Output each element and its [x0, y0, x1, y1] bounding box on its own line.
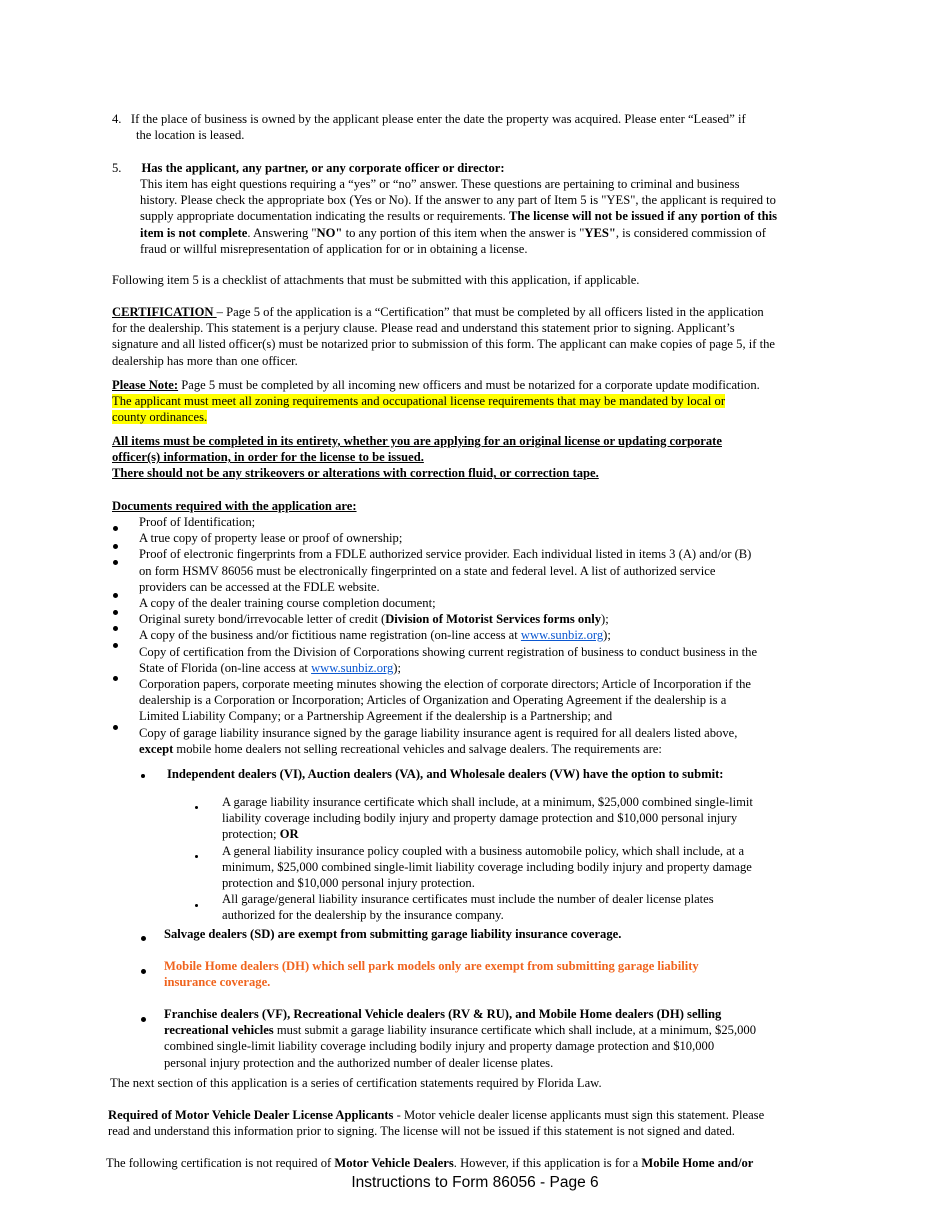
- bullet-icon: [141, 929, 146, 945]
- certification-paragraph: [112, 304, 775, 369]
- item-5-text: , is considered commission of: [615, 225, 766, 240]
- bullet-icon: [113, 669, 118, 685]
- please-note-label: Please Note:: [112, 378, 179, 392]
- following-bold: Mobile Home and/or: [641, 1156, 754, 1170]
- list-item-text: State of Florida (on-line access at: [139, 660, 312, 675]
- following-certification: [106, 1155, 753, 1171]
- list-item-bold: Division of Motorist Services forms only: [385, 612, 601, 627]
- list-item: A general liability insurance policy coupled with a business automobile policy, which shall include, at a: [222, 843, 745, 858]
- documents-heading: [112, 498, 357, 514]
- required-statement: [108, 1107, 764, 1139]
- list-item: Copy of garage liability insurance signed by the garage liability insurance agent is required for all dealers listed above,: [139, 725, 738, 740]
- item-5-line: This item has eight questions requiring a “yes” or “no” answer. These questions are pertaining to criminal and business: [140, 177, 740, 191]
- bullet-icon: [113, 603, 118, 619]
- item-5: [112, 160, 505, 176]
- item-5-number: 5.: [112, 161, 122, 175]
- list-item: protection and $10,000 personal injury protection.: [222, 876, 475, 891]
- certification-label: CERTIFICATION: [112, 305, 217, 319]
- all-items-line: officer(s) information, in order for the license to be issued.: [112, 450, 424, 465]
- list-item: Proof of Identification;: [139, 515, 256, 529]
- bullet-icon: [113, 636, 118, 652]
- certification-text: dealership has more than one officer.: [112, 353, 298, 368]
- bullet-icon: [141, 1010, 146, 1026]
- bullet-icon: [113, 619, 118, 635]
- item-5-text: to any portion of this item when the answer is ": [342, 225, 585, 240]
- all-items-line: All items must be completed in its entirety, whether you are applying for an original license or updating corporate: [112, 434, 722, 448]
- list-item-text: protection;: [222, 827, 280, 842]
- list-item: Proof of electronic fingerprints from a FDLE authorized service provider. Each individual listed in items 3 (A) and/or (B): [139, 547, 752, 562]
- following-bold: Motor Vehicle Dealers: [334, 1156, 454, 1170]
- bullet-icon: [113, 537, 118, 553]
- item-5-yes: YES": [584, 225, 616, 240]
- list-item-text: );: [393, 660, 401, 675]
- list-item: A garage liability insurance certificate which shall include, at a minimum, $25,000 combined single-limit: [222, 795, 753, 809]
- required-text: read and understand this information prior to signing. The license will not be issued if this statement is not signed and dated.: [108, 1124, 735, 1139]
- documents-list: [139, 514, 757, 757]
- sunbiz-link[interactable]: www.sunbiz.org: [311, 660, 394, 675]
- please-note: [112, 377, 760, 426]
- item-5-body: [140, 176, 777, 257]
- bullet-icon: [113, 586, 118, 602]
- next-section-text: The next section of this application is a series of certification statements required by Florida Law.: [110, 1076, 602, 1090]
- bullet-icon: [113, 519, 118, 535]
- list-item-text: Original surety bond/irrevocable letter of credit (: [139, 612, 386, 627]
- bullet-icon: [113, 553, 118, 569]
- checklist-note: Following item 5 is a checklist of attachments that must be submitted with this application, if applicable.: [112, 273, 640, 287]
- bullet-icon: [113, 718, 118, 734]
- mobile-home-text: Mobile Home dealers (DH) which sell park models only are exempt from submitting garage liability: [164, 959, 699, 973]
- garage-options: [222, 794, 753, 924]
- list-item: authorized for the dealership by the insurance company.: [222, 908, 504, 923]
- list-item: [139, 627, 757, 643]
- salvage-dealers: [164, 926, 621, 942]
- bullet-icon: [141, 766, 145, 782]
- independent-dealers-text: Independent dealers (VI), Auction dealers (VA), and Wholesale dealers (VW) have the option to submit:: [167, 767, 724, 781]
- list-item: liability coverage including bodily injury and property damage protection and $10,000 personal injury: [222, 811, 738, 826]
- certification-text: for the dealership. This statement is a perjury clause. Please read and understand this statement prior to signing. Applicant’s: [112, 321, 735, 336]
- item-4: [112, 111, 746, 143]
- required-label: Required of Motor Vehicle Dealer License Applicants: [108, 1108, 394, 1122]
- list-item: [139, 741, 757, 757]
- list-item: minimum, $25,000 combined single-limit liability coverage including bodily injury and property damage: [222, 859, 752, 874]
- page-footer: Instructions to Form 86056 - Page 6: [351, 1174, 599, 1191]
- or-bold: OR: [279, 827, 299, 842]
- list-item-text: );: [601, 612, 609, 627]
- item-4-number: 4.: [112, 112, 122, 126]
- franchise-text: combined single-limit liability coverage including bodily injury and property damage protection and $10,000: [164, 1039, 715, 1054]
- bullet-icon: [141, 962, 146, 978]
- list-item: A copy of the dealer training course completion document;: [139, 596, 436, 611]
- list-item-text: A copy of the business and/or fictitious name registration (on-line access at: [139, 628, 521, 643]
- independent-dealers: [167, 766, 723, 782]
- list-item: [222, 826, 753, 842]
- strikeover-line: There should not be any strikeovers or alterations with correction fluid, or correction tape.: [112, 466, 599, 481]
- item-5-line: fraud or willful misrepresentation of application for or in obtaining a license.: [140, 241, 528, 256]
- documents-heading-text: Documents required with the application are:: [112, 499, 357, 513]
- franchise-bold: recreational vehicles: [164, 1023, 274, 1038]
- list-item: [139, 660, 757, 676]
- salvage-dealers-text: Salvage dealers (SD) are exempt from submitting garage liability insurance coverage.: [164, 927, 622, 941]
- franchise-dealers: [164, 1006, 756, 1071]
- item-5-line: history. Please check the appropriate box (Yes or No). If the answer to any part of Item 5 is "YES", the applicant is required to: [140, 193, 776, 208]
- bullet-icon: [195, 895, 198, 911]
- zoning-highlight: county ordinances.: [112, 410, 208, 425]
- item-5-line: supply appropriate documentation indicating the results or requirements.: [140, 209, 509, 224]
- list-item: [139, 611, 757, 627]
- franchise-text: must submit a garage liability insurance certificate which shall include, at a minimum, $25,000: [273, 1023, 756, 1038]
- list-item: All garage/general liability insurance certificates must include the number of dealer license plates: [222, 892, 714, 907]
- item-4-text-2: the location is leased.: [136, 128, 245, 143]
- zoning-highlight: The applicant must meet all zoning requirements and occupational license requirements that may be mandated by local or: [112, 394, 726, 409]
- list-item-text: mobile home dealers not selling recreational vehicles and salvage dealers. The requirements are:: [173, 741, 662, 756]
- mobile-home-text: insurance coverage.: [164, 975, 271, 990]
- certification-text: signature and all listed officer(s) must be notarized prior to submission of this form. The applicant can make copies of page 5, if the: [112, 337, 775, 352]
- list-item-text: );: [603, 628, 611, 643]
- list-item: Limited Liability Company; or a Partnership Agreement if the dealership is a Partnership; and: [139, 709, 613, 724]
- list-item: dealership is a Corporation or Incorporation; Articles of Organization and Operating Agreement if the dealership is a: [139, 693, 727, 708]
- all-items-notice: [112, 433, 722, 482]
- item-5-no: NO": [316, 225, 343, 240]
- franchise-text: personal injury protection and the authorized number of dealer license plates.: [164, 1055, 554, 1070]
- item-4-text: If the place of business is owned by the applicant please enter the date the property was acquired. Please enter “Leased” if: [130, 112, 746, 126]
- franchise-text: Franchise dealers (VF), Recreational Vehicle dealers (RV & RU), and Mobile Home dealers (DH) selling: [164, 1007, 722, 1021]
- bullet-icon: [195, 797, 198, 813]
- item-5-bold: The license will not be issued if any portion of this: [508, 209, 777, 224]
- following-text: The following certification is not required of: [106, 1156, 335, 1170]
- mobile-home-dealers: [164, 958, 699, 990]
- following-text: . However, if this application is for a: [453, 1156, 642, 1170]
- list-item: providers can be accessed at the FDLE website.: [139, 579, 380, 594]
- list-item: A true copy of property lease or proof of ownership;: [139, 531, 403, 546]
- item-5-bold: item is not complete: [140, 225, 248, 240]
- sunbiz-link[interactable]: www.sunbiz.org: [520, 628, 604, 643]
- list-item: Corporation papers, corporate meeting minutes showing the election of corporate directors; Article of Incorporation if the: [139, 677, 751, 692]
- except-bold: except: [139, 741, 174, 756]
- bullet-icon: [195, 846, 198, 862]
- list-item: Copy of certification from the Division of Corporations showing current registration of business to conduct business in the: [139, 644, 758, 659]
- item-5-text: . Answering ": [247, 225, 317, 240]
- required-text: - Motor vehicle dealer license applicants must sign this statement. Please: [393, 1108, 765, 1122]
- item-5-heading: Has the applicant, any partner, or any corporate officer or director:: [141, 161, 505, 175]
- please-note-text: Page 5 must be completed by all incoming new officers and must be notarized for a corporate update modification.: [178, 378, 760, 392]
- certification-text: – Page 5 of the application is a “Certification” that must be completed by all officers listed in the application: [216, 305, 764, 319]
- list-item: on form HSMV 86056 must be electronically fingerprinted on a state and federal level. A list of authorized service: [139, 563, 716, 578]
